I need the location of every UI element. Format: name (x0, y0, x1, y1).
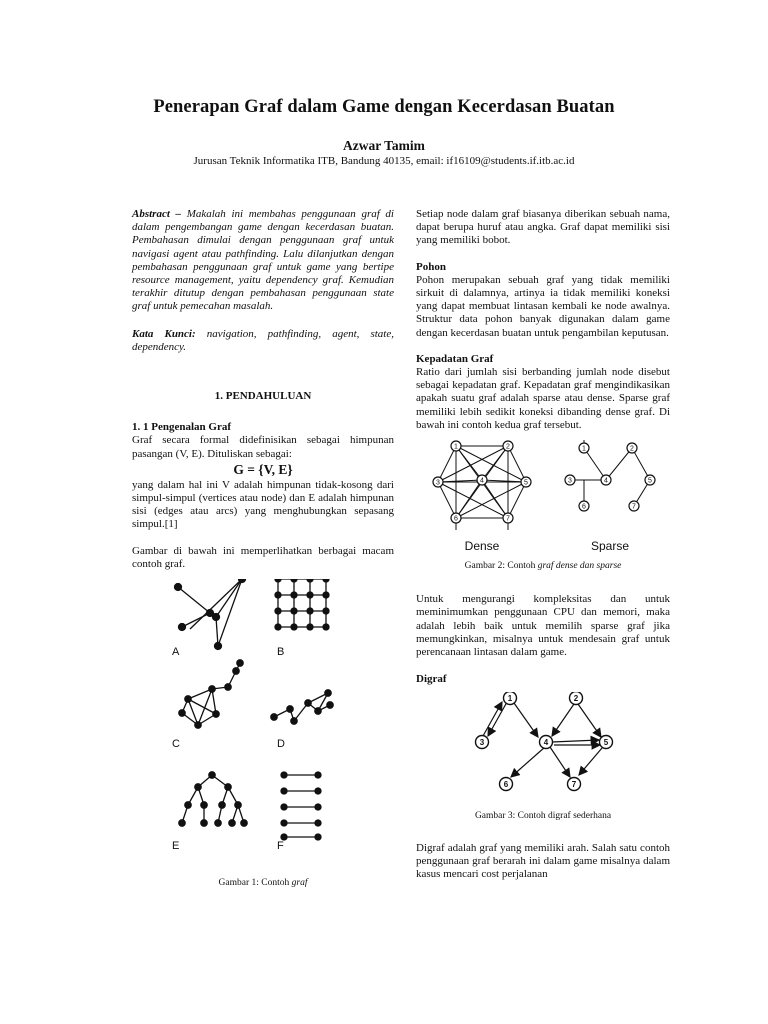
paper-title: Penerapan Graf dalam Game dengan Kecerdasan Buatan (153, 97, 615, 117)
figure-1-graph-b (275, 579, 329, 630)
figure-1-label-a: A (172, 646, 180, 659)
figure-1-caption-em: graf (291, 878, 308, 889)
figure-2-sparse-label: Sparse (590, 539, 630, 553)
figure-2-dense-node-7: 7 (506, 515, 510, 523)
figure-2-dense-node-3: 3 (436, 479, 440, 487)
pohon-heading: Pohon (416, 260, 446, 273)
author-name: Azwar Tamim (343, 138, 425, 153)
graph-formula: G = {V, E} (233, 461, 293, 477)
figure-3-node-5: 5 (603, 738, 609, 748)
section-title: 1. PENDAHULUAN (214, 390, 312, 403)
figure-1-caption-prefix: Gambar 1: Contoh (218, 878, 292, 889)
figure-1 (132, 579, 394, 871)
keywords-label: Kata Kunci: (132, 327, 196, 340)
figure-2-sparse-node-2: 2 (630, 445, 634, 453)
figure-intro: Gambar di bawah ini memperlihatkan berbagai macam contoh graf. (132, 544, 394, 570)
figure-2-dense-node-1: 1 (454, 443, 458, 451)
figure-2 (416, 440, 670, 552)
figure-2-sparse-node-5: 5 (648, 477, 652, 485)
figure-3 (416, 692, 670, 802)
kepadatan-text: Ratio dari jumlah sisi berbanding jumlah node disebut sebagai kepadatan graf. Kepadatan graf mengindikasikan apakah suatu graf adalah sparse atau dense. Sparse graf memiliki lebih sedikit koneksi dibanding dense graf. Di bawah ini contoh kedua graf tersebut. (416, 366, 670, 431)
figure-1-graph-d (271, 690, 333, 724)
kepadatan-heading: Kepadatan Graf (416, 352, 494, 365)
figure-1-label-f: F (277, 840, 284, 853)
figure-3-node-6: 6 (503, 780, 509, 790)
figure-3-node-7: 7 (571, 780, 577, 790)
figure-3-node-2: 2 (573, 694, 579, 704)
figure-2-caption (416, 560, 670, 573)
figure-1-graph-f (281, 772, 321, 840)
figure-2-dense-node-6: 6 (454, 515, 458, 523)
section-definition: yang dalam hal ini V adalah himpunan tidak-kosong dari simpul-simpul (vertices atau node) dan E adalah himpunan sisi (edges atau arcs) yang menghubungkan sepasang simpul.[1] (132, 478, 394, 531)
abstract (132, 208, 394, 314)
figure-2-caption-em: graf dense dan sparse (537, 561, 622, 572)
keywords (132, 328, 394, 354)
reduce-complexity-text: Untuk mengurangi kompleksitas dan untuk meminimumkan penggunaan CPU dan memori, maka adalah lebih baik untuk memilih sparse graf jika memungkinkan, misalnya untuk mendesain graf untuk perencanaan lintasan dalam game. (416, 593, 670, 659)
pohon-text: Pohon merupakan sebuah graf yang tidak memiliki sirkuit di dalamnya, artinya ia tidak memiliki koneksi yang dapat membuat lintasan kembali ke node awalnya. Struktur data pohon banyak digunakan dalam game dengan kecerdasan buatan untuk pengambilan keputusan. (416, 273, 670, 339)
right-column (416, 208, 670, 881)
figure-3-node-1: 1 (507, 694, 513, 704)
figure-3-node-4: 4 (543, 738, 549, 748)
section-intro: Graf secara formal didefinisikan sebagai himpunan pasangan (V, E). Dituliskan sebagai: (132, 434, 394, 460)
author-affiliation: Jurusan Teknik Informatika ITB, Bandung 40135, email: if16109@students.if.itb.ac.id (193, 155, 575, 167)
figure-1-label-b: B (277, 646, 285, 659)
node-naming-text: Setiap node dalam graf biasanya diberikan sebuah nama, dapat berupa huruf atau angka. Graf dapat memiliki sisi yang memiliki bobot. (416, 208, 670, 247)
figure-2-sparse-node-4: 4 (604, 477, 608, 485)
figure-2-sparse-node-3: 3 (568, 477, 572, 485)
subsection-title: 1. 1 Pengenalan Graf (132, 421, 231, 434)
left-column (132, 208, 394, 890)
figure-2-dense-node-2: 2 (506, 443, 510, 451)
figure-2-sparse-node-7: 7 (632, 503, 636, 511)
figure-2-sparse-nodes (565, 443, 655, 511)
figure-2-caption-prefix: Gambar 2: Contoh (464, 561, 538, 572)
figure-2-dense-node-5: 5 (524, 479, 528, 487)
figure-3-node-3: 3 (479, 738, 485, 748)
figure-2-dense-node-4: 4 (480, 477, 484, 485)
figure-1-label-d: D (277, 738, 285, 751)
figure-1-graph-c (179, 660, 243, 728)
figure-1-caption (132, 877, 394, 890)
figure-1-graph-e (179, 772, 247, 826)
figure-3-caption: Gambar 3: Contoh digraf sederhana (474, 811, 612, 822)
figure-2-dense-label: Dense (464, 539, 500, 553)
abstract-label: Abstract – (132, 208, 182, 220)
figure-2-sparse-node-6: 6 (582, 503, 586, 511)
figure-2-sparse-node-1: 1 (582, 445, 586, 453)
figure-1-label-e: E (172, 840, 180, 853)
abstract-text: Makalah ini membahas penggunaan graf di dalam pengembangan game dengan kecerdasan buatan. Pembahasan dimulai dengan penggunaan graf untuk navigasi agent atau pathfinding. Lalu dilanjutkan dengan pembahasan penggunaan graf untuk game yang bertipe resource management, yaitu dependency graf. Kemudian terakhir ditutup dengan pembahasan penggunaan state graf untuk pemecahan masalah. (132, 208, 394, 313)
figure-1-label-c: C (172, 738, 180, 751)
keywords-text: navigation, pathfinding, agent, state, dependency. (132, 327, 394, 353)
digraf-heading: Digraf (416, 673, 447, 686)
digraf-text: Digraf adalah graf yang memiliki arah. Salah satu contoh penggunaan graf berarah ini dalam game misalnya dalam kasus mencari cost perjalanan (416, 841, 670, 881)
figure-1-graph-a (175, 579, 246, 650)
